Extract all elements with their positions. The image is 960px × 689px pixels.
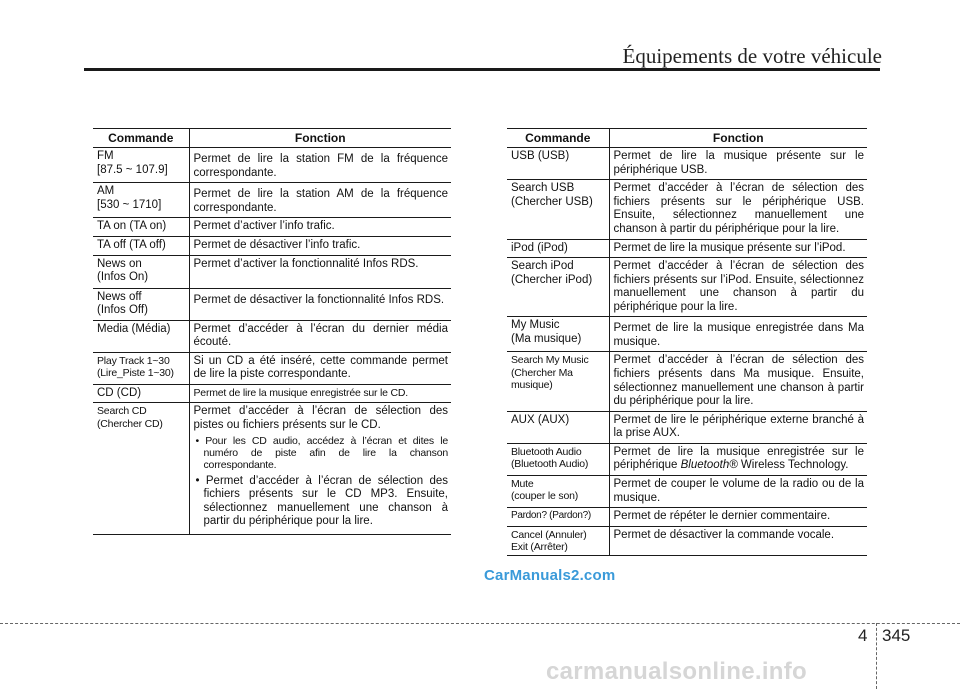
bullet-item: • Pour les CD audio, accédez à l’écran et dites le numéro de piste afin de lire la chanson correspondante.	[195, 434, 448, 472]
command-text: (Bluetooth Audio)	[511, 458, 589, 471]
command-text: Search USB	[511, 182, 575, 195]
command-cell	[93, 288, 189, 320]
command-text: Mute	[511, 477, 534, 490]
function-cell: Permet de lire la musique enregistrée sur le CD.	[189, 384, 451, 403]
command-text: AUX (AUX)	[511, 413, 570, 426]
bullet-text: Permet d’accéder à l’écran de sélection des fichiers présents sur le CD MP3. Ensuite, sélectionnez manuellement une chanson à partir du périphérique pour la lire.	[203, 474, 448, 528]
footer-rule	[0, 623, 960, 624]
command-text: Exit (Arrêter)	[511, 541, 568, 554]
command-text: News on	[97, 257, 142, 270]
command-cell	[507, 258, 609, 317]
table-row	[93, 352, 451, 384]
command-cell	[93, 218, 189, 237]
function-cell: Si un CD a été inséré, cette commande permet de lire la piste correspondante.	[189, 352, 451, 384]
command-cell	[93, 352, 189, 384]
command-text: AM	[97, 185, 115, 198]
command-text: iPod (iPod)	[511, 241, 568, 254]
command-cell	[93, 183, 189, 218]
table-row	[507, 180, 867, 239]
table-row	[507, 352, 867, 411]
function-cell	[189, 403, 451, 535]
command-text: TA on (TA on)	[97, 220, 167, 233]
column-header-function: Fonction	[189, 129, 451, 148]
table-row	[507, 443, 867, 475]
command-text: (Chercher iPod)	[511, 273, 593, 286]
command-text: My Music	[511, 319, 560, 332]
function-cell: Permet d’accéder à l’écran de sélection des fichiers présents sur le périphérique USB. Ensuite, sélectionnez manuellement une chanson à partir du périphérique pour la lire.	[609, 180, 867, 239]
command-cell	[93, 320, 189, 352]
function-cell: Permet de désactiver la fonctionnalité Infos RDS.	[189, 288, 451, 320]
command-text: (Infos Off)	[97, 304, 148, 317]
function-cell: Permet de lire la station FM de la fréquence correspondante.	[189, 148, 451, 183]
command-text: TA off (TA off)	[97, 238, 166, 251]
function-text: Permet d’accéder à l’écran de sélection des pistes ou fichiers présents sur le CD.	[193, 405, 448, 432]
command-cell	[507, 180, 609, 239]
command-text: Search iPod	[511, 260, 574, 273]
header-rule	[84, 68, 880, 71]
command-text: (Chercher CD)	[97, 417, 163, 430]
command-text: USB (USB)	[511, 150, 570, 163]
table-row	[507, 148, 867, 180]
table-row	[93, 403, 451, 535]
command-cell	[507, 475, 609, 507]
page-header-title: Équipements de votre véhicule	[622, 44, 882, 68]
command-text: (Ma musique)	[511, 332, 582, 345]
voice-command-table-right	[507, 128, 867, 556]
command-text: Search My Music	[511, 354, 589, 367]
table-row	[93, 288, 451, 320]
command-cell	[507, 148, 609, 180]
table-row	[507, 526, 867, 556]
command-text: (Lire_Piste 1~30)	[97, 367, 174, 380]
voice-command-table-left	[93, 128, 451, 535]
command-text: Media (Média)	[97, 322, 171, 335]
table-row	[93, 218, 451, 237]
command-text: FM	[97, 150, 114, 163]
table-row	[507, 317, 867, 352]
command-cell	[93, 236, 189, 255]
command-cell	[507, 443, 609, 475]
command-cell	[93, 384, 189, 403]
table-row	[507, 239, 867, 258]
table-row	[93, 236, 451, 255]
function-text-emphasis: Bluetooth®	[680, 459, 738, 472]
watermark-carmanuals2: CarManuals2.com	[484, 567, 616, 584]
watermark-carmanualsonline: carmanualsonline.info	[546, 658, 808, 685]
function-cell: Permet d’accéder à l’écran de sélection des fichiers présents sur l’iPod. Ensuite, sélectionnez manuellement une chanson à partir du périphérique pour la lire.	[609, 258, 867, 317]
function-cell: Permet de désactiver la commande vocale.	[609, 526, 867, 556]
column-header-function: Fonction	[609, 129, 867, 148]
function-text: Wireless Technology.	[737, 459, 849, 472]
footer-separator	[876, 623, 877, 689]
table-row	[93, 148, 451, 183]
function-cell	[609, 443, 867, 475]
table-row	[93, 255, 451, 288]
function-cell: Permet de lire la musique enregistrée dans Ma musique.	[609, 317, 867, 352]
column-header-command: Commande	[93, 129, 189, 148]
command-cell	[507, 526, 609, 556]
table-row	[93, 384, 451, 403]
table-row	[507, 475, 867, 507]
function-cell: Permet d’activer l’info trafic.	[189, 218, 451, 237]
bullet-text: Pour les CD audio, accédez à l’écran et dites le numéro de piste afin de lire la chanson correspondante.	[203, 434, 448, 472]
column-header-command: Commande	[507, 129, 609, 148]
function-cell: Permet de répéter le dernier commentaire.	[609, 508, 867, 527]
function-cell: Permet de lire la musique présente sur l’iPod.	[609, 239, 867, 258]
command-cell	[93, 403, 189, 535]
function-cell: Permet de lire la musique présente sur le périphérique USB.	[609, 148, 867, 180]
page-number: 345	[882, 626, 911, 645]
function-cell: Permet de désactiver l’info trafic.	[189, 236, 451, 255]
command-cell	[507, 352, 609, 411]
command-cell	[507, 317, 609, 352]
command-text: [87.5 ~ 107.9]	[97, 163, 168, 176]
function-cell: Permet de lire la station AM de la fréquence correspondante.	[189, 183, 451, 218]
function-cell: Permet d’accéder à l’écran de sélection des fichiers présents dans Ma musique. Ensuite, sélectionnez manuellement une chanson à partir du périphérique pour la lire.	[609, 352, 867, 411]
command-text: (Chercher USB)	[511, 195, 593, 208]
command-cell	[93, 148, 189, 183]
command-text: [530 ~ 1710]	[97, 198, 162, 211]
function-cell: Permet d’accéder à l’écran du dernier média écouté.	[189, 320, 451, 352]
table-row	[507, 411, 867, 443]
command-text: musique)	[511, 379, 553, 392]
command-text: Cancel (Annuler)	[511, 528, 587, 541]
function-cell: Permet d’activer la fonctionnalité Infos RDS.	[189, 255, 451, 288]
table-row	[93, 183, 451, 218]
function-cell: Permet de couper le volume de la radio ou de la musique.	[609, 475, 867, 507]
command-text: News off	[97, 290, 142, 303]
table-row	[507, 258, 867, 317]
command-cell	[507, 239, 609, 258]
command-text: CD (CD)	[97, 386, 142, 399]
command-cell	[507, 508, 609, 527]
command-text: Search CD	[97, 405, 147, 418]
function-text: Permet de lire la musique enregistrée sur le périphérique	[613, 445, 864, 472]
command-text: (couper le son)	[511, 490, 579, 503]
bullet-item: • Permet d’accéder à l’écran de sélection des fichiers présents sur le CD MP3. Ensuite, sélectionnez manuellement une chanson à partir du périphérique pour la lire.	[195, 474, 448, 528]
function-cell: Permet de lire le périphérique externe branché à la prise AUX.	[609, 411, 867, 443]
table-row	[93, 320, 451, 352]
command-text: Play Track 1~30	[97, 354, 170, 367]
command-text: Bluetooth Audio	[511, 445, 582, 458]
command-text: (Infos On)	[97, 271, 149, 284]
table-row	[507, 508, 867, 527]
chapter-number: 4	[858, 626, 868, 645]
command-cell	[93, 255, 189, 288]
command-text: (Chercher Ma	[511, 366, 573, 379]
command-cell	[507, 411, 609, 443]
command-text: Pardon? (Pardon?)	[511, 510, 591, 522]
